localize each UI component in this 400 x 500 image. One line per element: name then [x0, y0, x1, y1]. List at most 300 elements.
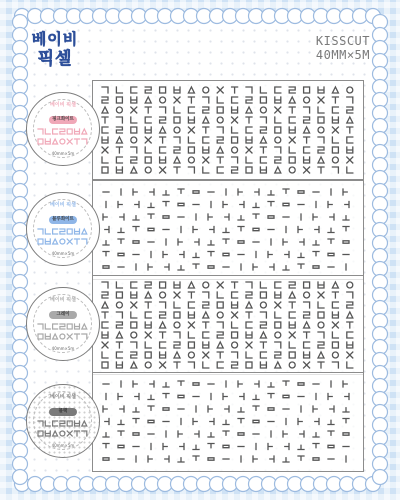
- sticker-glyph: [260, 302, 266, 308]
- sticker-glyph: [347, 362, 353, 368]
- sticker-glyph: [82, 431, 87, 436]
- sticker-glyph: [133, 433, 139, 435]
- roll-size-label: 40mm×5m: [51, 151, 75, 156]
- sticker-glyph: [260, 117, 266, 123]
- sticker-glyph: [332, 362, 338, 368]
- sticker-glyph: [289, 127, 295, 133]
- sticker-glyph: [232, 302, 238, 308]
- sticker-glyph: [188, 107, 194, 113]
- sticker-glyph: [268, 202, 274, 206]
- sticker-glyph: [160, 282, 166, 288]
- sticker-glyph: [178, 266, 184, 270]
- sticker-glyph: [188, 137, 194, 143]
- sticker-glyph: [148, 228, 154, 230]
- sticker-glyph: [193, 445, 199, 449]
- sticker-glyph: [160, 332, 166, 338]
- sticker-glyph: [67, 139, 72, 144]
- sticker-glyph: [332, 107, 338, 113]
- sticker-glyph: [116, 137, 122, 143]
- sticker-glyph: [318, 282, 324, 288]
- sticker-glyph: [260, 167, 266, 173]
- sticker-glyph: [217, 137, 223, 143]
- sticker-glyph: [53, 229, 58, 234]
- sticker-glyph: [246, 137, 252, 143]
- sticker-glyph: [174, 312, 180, 318]
- sticker-glyph: [174, 147, 180, 153]
- sticker-glyph: [102, 97, 108, 103]
- sticker-glyph: [260, 292, 266, 298]
- sticker-glyph: [131, 137, 137, 143]
- tape-roll: [26, 192, 100, 266]
- sticker-glyph: [75, 421, 80, 426]
- sticker-glyph: [217, 97, 223, 103]
- sticker-glyph: [313, 444, 319, 448]
- sticker-glyph: [82, 334, 87, 339]
- sticker-glyph: [253, 406, 259, 410]
- brand-logo: [26, 30, 84, 72]
- sticker-glyph: [332, 292, 338, 298]
- sticker-glyph: [131, 312, 137, 318]
- sticker-glyph: [232, 107, 238, 113]
- sticker-glyph: [67, 431, 72, 436]
- sticker-glyph: [289, 87, 295, 93]
- sticker-glyph: [160, 352, 166, 358]
- sticker-glyph: [328, 420, 334, 424]
- sticker-glyph: [160, 147, 166, 153]
- sticker-glyph: [188, 147, 194, 153]
- sticker-glyph: [116, 292, 122, 298]
- sticker-glyph: [82, 129, 87, 134]
- sticker-glyph: [343, 433, 349, 435]
- sticker-glyph: [289, 362, 295, 368]
- sticker-glyph: [116, 107, 122, 113]
- sticker-glyph: [260, 147, 266, 153]
- sticker-glyph: [285, 444, 289, 450]
- sticker-glyph: [208, 214, 212, 220]
- sticker-glyph: [75, 139, 80, 144]
- sticker-glyph: [253, 214, 259, 218]
- sticker-glyph: [289, 107, 295, 113]
- sticker-glyph: [53, 431, 58, 436]
- sticker-glyph: [332, 117, 338, 123]
- sticker-glyph: [343, 408, 349, 412]
- sticker-glyph: [103, 252, 109, 256]
- sticker-glyph: [304, 302, 310, 308]
- sticker-glyph: [145, 362, 151, 368]
- sticker-glyph: [217, 157, 223, 163]
- sticker-glyph: [45, 324, 50, 329]
- sticker-glyph: [223, 431, 229, 435]
- sticker-glyph: [131, 322, 137, 328]
- sticker-glyph: [60, 421, 65, 426]
- roll-variant-label: 핑크화이트: [49, 116, 77, 124]
- sticker-glyph: [304, 127, 310, 133]
- roll-size-label: 40mm×5m: [51, 443, 75, 448]
- sticker-glyph: [318, 292, 324, 298]
- sticker-glyph: [217, 107, 223, 113]
- sticker-glyph: [232, 362, 238, 368]
- sticker-glyph: [145, 292, 151, 298]
- sticker-glyph: [304, 322, 310, 328]
- sticker-glyph: [268, 394, 274, 398]
- sticker-glyph: [318, 332, 324, 338]
- sticker-glyph: [103, 214, 107, 220]
- sticker-glyph: [246, 87, 252, 93]
- sticker-glyph: [246, 322, 252, 328]
- sticker-glyph: [217, 127, 223, 133]
- sticker-glyph: [178, 203, 184, 205]
- sticker-glyph: [131, 342, 137, 348]
- sticker-glyph: [225, 406, 229, 412]
- sticker-glyph: [45, 334, 50, 339]
- sticker-glyph: [298, 445, 304, 449]
- sticker-glyph: [289, 322, 295, 328]
- sticker-glyph: [246, 97, 252, 103]
- sticker-glyph: [75, 324, 80, 329]
- sticker-glyph: [38, 229, 43, 234]
- sticker-glyph: [304, 282, 310, 288]
- sticker-glyph: [102, 282, 108, 288]
- sticker-glyph: [160, 312, 166, 318]
- sticker-glyph: [145, 97, 151, 103]
- sticker-glyph: [145, 167, 151, 173]
- sticker-glyph: [193, 456, 199, 460]
- sticker-glyph: [102, 147, 108, 153]
- sticker-glyph: [289, 117, 295, 123]
- sticker-strip: [92, 180, 364, 280]
- sticker-glyph: [174, 352, 180, 358]
- sticker-glyph: [238, 433, 244, 435]
- sticker-glyph: [203, 127, 209, 133]
- sticker-glyph: [217, 147, 223, 153]
- sticker-glyph: [347, 127, 353, 133]
- sticker-glyph: [289, 292, 295, 298]
- sticker-glyph: [120, 214, 124, 220]
- sticker-glyph: [210, 227, 214, 233]
- sticker-glyph: [313, 406, 317, 412]
- sticker-glyph: [275, 332, 281, 338]
- sticker-glyph: [45, 421, 50, 426]
- sticker-glyph: [145, 282, 151, 288]
- sticker-glyph: [260, 362, 266, 368]
- sticker-glyph: [275, 97, 281, 103]
- sticker-glyph: [232, 87, 238, 93]
- sticker-glyph: [145, 322, 151, 328]
- sticker-glyph: [203, 107, 209, 113]
- sticker-glyph: [118, 253, 124, 255]
- sticker-glyph: [145, 312, 151, 318]
- sticker-glyph: [82, 139, 87, 144]
- sticker-glyph: [275, 157, 281, 163]
- sticker-glyph: [38, 324, 43, 329]
- roll-brand-name: 베이비 픽셀: [50, 297, 76, 303]
- sticker-glyph: [313, 252, 319, 256]
- sticker-glyph: [275, 302, 281, 308]
- sticker-glyph: [283, 239, 287, 245]
- sticker-glyph: [174, 342, 180, 348]
- sticker-glyph: [232, 127, 238, 133]
- sticker-glyph: [116, 332, 122, 338]
- sticker-glyph: [332, 302, 338, 308]
- sticker-glyph: [318, 147, 324, 153]
- sticker-glyph: [208, 266, 214, 268]
- sticker-glyph: [343, 419, 349, 423]
- sticker-glyph: [188, 127, 194, 133]
- sticker-glyph: [203, 282, 209, 288]
- sticker-glyph: [102, 127, 108, 133]
- sticker-glyph: [246, 292, 252, 298]
- sticker-glyph: [67, 324, 72, 329]
- sticker-glyph: [332, 137, 338, 143]
- sticker-glyph: [328, 394, 332, 400]
- sticker-glyph: [160, 117, 166, 123]
- sticker-glyph: [160, 322, 166, 328]
- sticker-glyph: [131, 292, 137, 298]
- sticker-glyph: [116, 322, 122, 328]
- sticker-glyph: [188, 332, 194, 338]
- sticker-glyph: [217, 282, 223, 288]
- sticker-glyphs: [93, 81, 365, 181]
- sticker-strip: [92, 372, 364, 472]
- sticker-glyph: [195, 239, 199, 245]
- sticker-glyph: [174, 292, 180, 298]
- sticker-glyph: [174, 127, 180, 133]
- sticker-glyph: [283, 189, 289, 193]
- sticker-glyph: [347, 342, 353, 348]
- sticker-glyph: [289, 332, 295, 338]
- sticker-glyph: [53, 324, 58, 329]
- sticker-glyph: [246, 107, 252, 113]
- sticker-glyph: [102, 292, 108, 298]
- sticker-glyph: [246, 312, 252, 318]
- sticker-glyph: [116, 302, 122, 308]
- sticker-glyph: [163, 408, 169, 410]
- sticker-glyph: [120, 406, 124, 412]
- sticker-glyph: [105, 419, 109, 425]
- sticker-glyph: [38, 129, 43, 134]
- sticker-glyph: [174, 167, 180, 173]
- sticker-glyph: [318, 322, 324, 328]
- sticker-glyph: [102, 332, 108, 338]
- sticker-glyph: [255, 189, 259, 195]
- sticker-glyph: [328, 202, 332, 208]
- sticker-glyph: [289, 157, 295, 163]
- sticker-glyph: [289, 147, 295, 153]
- sticker-glyph: [193, 191, 199, 193]
- brand-name-line2: 픽셀: [37, 49, 73, 69]
- sticker-glyph: [118, 202, 122, 208]
- sticker-glyph: [217, 312, 223, 318]
- sticker-glyph: [116, 167, 122, 173]
- sticker-glyph: [102, 107, 108, 113]
- sticker-glyph: [75, 239, 80, 244]
- sticker-glyph: [193, 227, 197, 233]
- sticker-glyph: [343, 381, 347, 387]
- sticker-glyph: [148, 395, 154, 399]
- sticker-glyph: [174, 137, 180, 143]
- sticker-glyph: [105, 227, 109, 233]
- sticker-glyph: [238, 241, 244, 243]
- sticker-glyph: [313, 433, 319, 437]
- sticker-glyph: [67, 129, 72, 134]
- sticker-glyph: [116, 352, 122, 358]
- sticker-glyph: [304, 157, 310, 163]
- sticker-glyph: [174, 87, 180, 93]
- roll-glyph-preview: [37, 322, 89, 344]
- sticker-glyph: [268, 191, 274, 195]
- sticker-glyph: [232, 97, 238, 103]
- sticker-glyph: [160, 107, 166, 113]
- sticker-glyph: [347, 352, 353, 358]
- sticker-glyph: [347, 97, 353, 103]
- sticker-glyph: [304, 87, 310, 93]
- sticker-glyph: [223, 420, 229, 424]
- sticker-glyph: [268, 444, 272, 450]
- sticker-glyph: [203, 147, 209, 153]
- sticker-glyph: [133, 189, 137, 195]
- sticker-glyph: [116, 157, 122, 163]
- sticker-glyph: [102, 117, 108, 123]
- sticker-glyph: [133, 408, 139, 412]
- sticker-glyph: [332, 352, 338, 358]
- sticker-glyph: [148, 214, 154, 218]
- sticker-glyph: [188, 322, 194, 328]
- spec-label: [316, 34, 370, 63]
- sticker-glyph: [145, 137, 151, 143]
- sticker-glyph: [38, 334, 43, 339]
- sticker-glyph: [160, 167, 166, 173]
- sticker-glyph: [270, 264, 274, 270]
- sticker-glyph: [283, 395, 289, 397]
- sticker-glyph: [174, 332, 180, 338]
- sticker-glyph: [289, 167, 295, 173]
- sticker-glyph: [45, 431, 50, 436]
- sticker-glyph: [174, 157, 180, 163]
- sticker-glyph: [275, 362, 281, 368]
- sticker-glyph: [304, 292, 310, 298]
- sticker-glyph: [283, 458, 289, 462]
- sticker-glyph: [330, 214, 334, 220]
- sticker-glyph: [165, 264, 169, 270]
- sticker-glyph: [180, 444, 184, 450]
- sticker-glyph: [253, 456, 257, 462]
- sticker-glyph: [275, 322, 281, 328]
- sticker-glyph: [318, 302, 324, 308]
- sticker-glyph: [240, 202, 244, 208]
- sticker-glyph: [75, 129, 80, 134]
- sticker-glyph: [275, 312, 281, 318]
- sticker-glyph: [268, 216, 274, 218]
- sticker-glyph: [82, 229, 87, 234]
- sticker-glyph: [332, 127, 338, 133]
- sticker-glyph: [174, 107, 180, 113]
- sticker-glyph: [304, 332, 310, 338]
- sticker-glyph: [188, 167, 194, 173]
- sticker-glyph: [232, 322, 238, 328]
- sticker-glyph: [275, 352, 281, 358]
- sticker-glyph: [300, 431, 304, 437]
- sticker-glyph: [238, 189, 242, 195]
- sticker-glyph: [203, 312, 209, 318]
- sticker-glyph: [238, 216, 244, 220]
- sticker-glyph: [289, 302, 295, 308]
- sticker-glyph: [289, 352, 295, 358]
- sticker-glyph: [188, 352, 194, 358]
- sticker-glyph: [332, 332, 338, 338]
- sticker-glyph: [275, 292, 281, 298]
- sticker-glyph: [118, 445, 124, 447]
- sticker-glyph: [318, 127, 324, 133]
- sticker-glyph: [135, 394, 139, 400]
- sticker-glyph: [116, 127, 122, 133]
- sticker-glyph: [163, 444, 167, 450]
- sticker-glyph: [298, 191, 304, 193]
- sticker-glyph: [160, 292, 166, 298]
- roll-brand-name: 베이비 픽셀: [50, 102, 76, 108]
- product-row: [26, 80, 364, 180]
- sticker-glyph: [304, 97, 310, 103]
- sticker-glyph: [67, 421, 72, 426]
- sticker-glyph: [347, 292, 353, 298]
- sticker-glyph: [332, 342, 338, 348]
- sticker-glyph: [313, 458, 319, 460]
- sticker-glyph: [300, 239, 304, 245]
- sticker-glyph: [131, 332, 137, 338]
- sticker-glyph: [160, 302, 166, 308]
- sticker-glyph: [315, 227, 319, 233]
- sticker-glyph: [82, 324, 87, 329]
- sticker-glyph: [253, 420, 259, 422]
- sticker-glyph: [131, 127, 137, 133]
- sticker-glyph: [102, 342, 108, 348]
- sticker-glyph: [178, 458, 184, 462]
- roll-glyph-preview: [37, 127, 89, 149]
- roll-brand-name: 베이비 픽셀: [50, 394, 76, 400]
- sticker-glyph: [253, 228, 259, 230]
- sticker-strip: [92, 80, 364, 180]
- sticker-glyph: [102, 137, 108, 143]
- sticker-glyph: [174, 302, 180, 308]
- sticker-glyph: [38, 421, 43, 426]
- sticker-glyph: [208, 241, 214, 245]
- sticker-glyph: [328, 253, 334, 255]
- sticker-glyph: [116, 342, 122, 348]
- sticker-glyph: [67, 229, 72, 234]
- sticker-glyph: [131, 117, 137, 123]
- sticker-glyph: [268, 408, 274, 410]
- sticker-glyph: [203, 332, 209, 338]
- sticker-glyph: [38, 239, 43, 244]
- sticker-glyph: [217, 342, 223, 348]
- sticker-glyph: [133, 381, 137, 387]
- sticker-glyph: [208, 444, 214, 448]
- sticker-glyph: [188, 97, 194, 103]
- sticker-glyph: [203, 167, 209, 173]
- sticker-glyph: [103, 458, 109, 460]
- sticker-glyph: [304, 362, 310, 368]
- sticker-glyph: [163, 216, 169, 218]
- sticker-glyph: [102, 312, 108, 318]
- sticker-glyph: [178, 381, 184, 385]
- sticker-glyph: [318, 342, 324, 348]
- sticker-glyph: [260, 157, 266, 163]
- sticker-glyph: [60, 229, 65, 234]
- sticker-glyph: [148, 406, 154, 410]
- roll-variant-label: 블루화이트: [49, 216, 77, 224]
- sticker-glyph: [217, 332, 223, 338]
- sticker-glyph: [232, 157, 238, 163]
- sticker-glyph: [246, 117, 252, 123]
